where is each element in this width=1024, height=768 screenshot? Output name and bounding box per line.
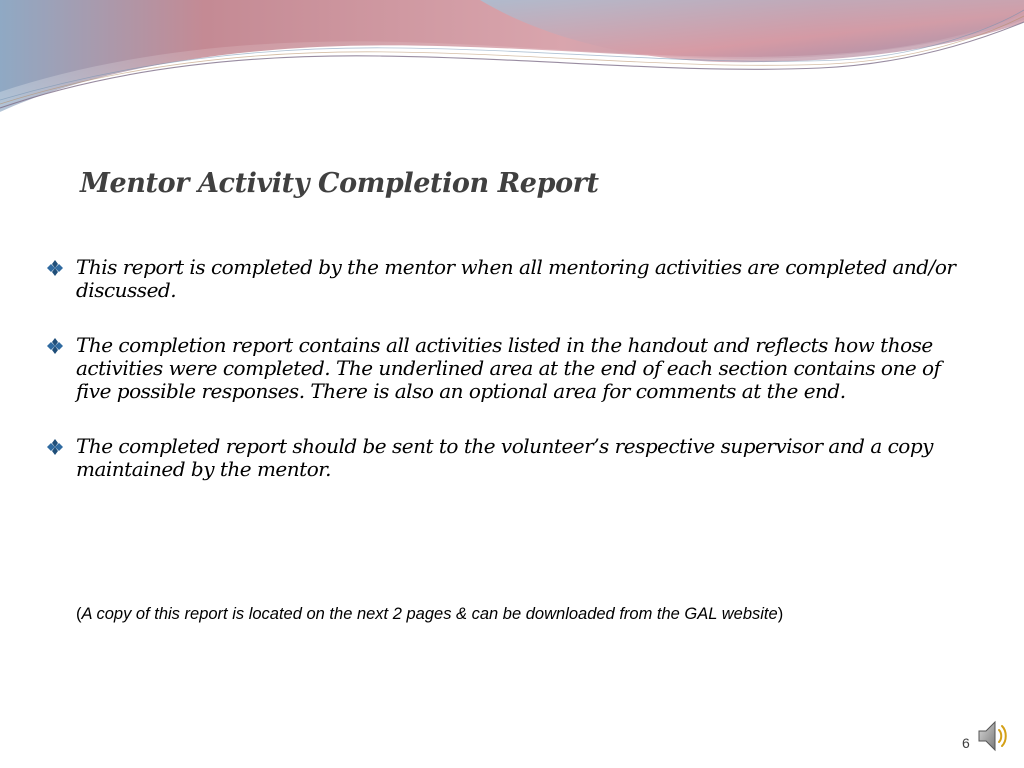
slide-title: Mentor Activity Completion Report [80,168,599,199]
bullet-text: The completed report should be sent to the volunteer’s respective supervisor and a copy maintained by the mentor. [76,434,933,481]
footnote-close-paren: ) [777,605,784,623]
diamond-bullet-icon [46,438,64,456]
bullet-text: This report is completed by the mentor when all mentoring activities are completed and/or discussed. [76,255,956,302]
bullet-item [46,435,976,481]
bullet-list [46,256,976,513]
footnote-open-paren: ( [76,605,82,623]
diamond-bullet-icon [46,337,64,355]
bullet-item [46,334,976,403]
header-swoosh-decoration [0,0,1024,130]
footnote-text: A copy of this report is located on the next 2 pages & can be downloaded from the GAL website [81,605,778,623]
bullet-text: The completion report contains all activities listed in the handout and reflects how those activities were completed. The underlined area at the end of each section contains one of five possible responses. There is also an optional area for comments at the end. [76,333,941,403]
bullet-item [46,256,976,302]
page-number: 6 [962,735,970,751]
footnote [76,605,783,624]
speaker-icon[interactable] [976,717,1010,755]
diamond-bullet-icon [46,259,64,277]
